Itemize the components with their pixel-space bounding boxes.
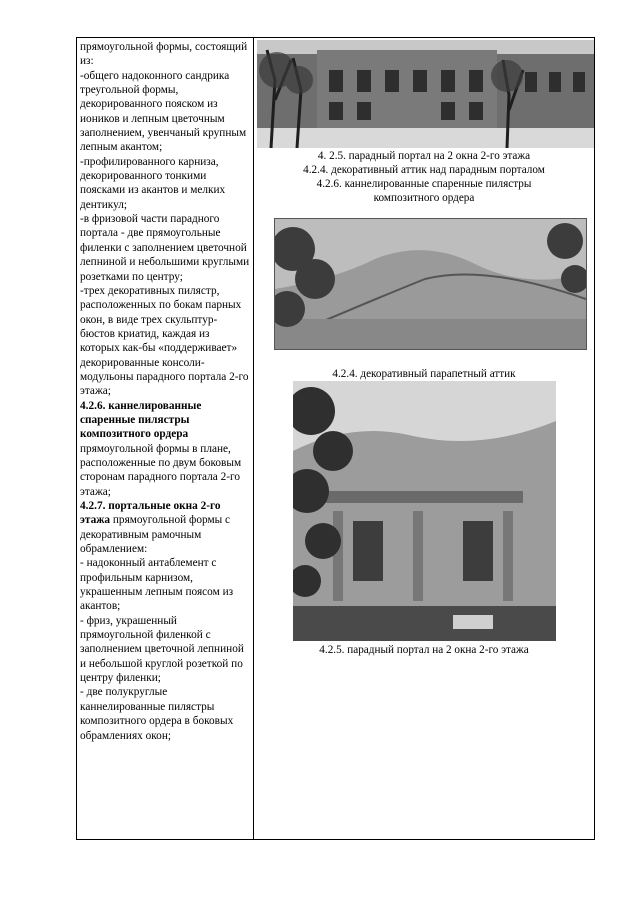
heading-426: 4.2.6. каннелированные спаренные пилястры композитного ордера [80, 399, 202, 441]
paragraph-sandrik: -общего надоконного сандрика треугольной формы, декорированного пояском из иоников и лепным цветочным заполнением, увенчаный крупным лепным акантом; [80, 69, 247, 154]
facade-photo [257, 40, 594, 148]
paragraph-frieze: -в фризовой части парадного портала - две прямоугольные филенки с заполнением цветочной лепниной и небольшими круглыми розетками по центру; [80, 213, 250, 283]
left-text-column [80, 40, 252, 743]
paragraph-cornice: -профилированного карниза, декорированного тонкими поясками из акантов и мелких дентикул; [80, 155, 226, 211]
paragraph-window-pilasters: - две полукруглые каннелированные пилястры композитного ордера в боковых обрамлениях окон; [80, 686, 234, 742]
caption-portal-2: 4.2.5. парадный портал на 2 окна 2-го этажа [319, 644, 529, 656]
portal-photo [293, 381, 556, 641]
caption-attic-1: 4.2.4. декоративный аттик над парадным порталом [303, 164, 545, 176]
paragraph-intro: прямоугольной формы, состоящий из: [80, 41, 248, 68]
caption-portal-1: 4. 2.5. парадный портал на 2 окна 2-го этажа [317, 150, 531, 162]
paragraph-426 [80, 399, 252, 499]
parapet-attic-photo [274, 218, 587, 350]
caption-pilasters-line1: 4.2.6. каннелированные спаренные пилястры [316, 178, 532, 190]
caption-pilasters-line2: композитного ордера [373, 192, 475, 204]
paragraph-427 [80, 499, 252, 556]
text-427: прямоугольной формы с декоративным рамочным обрамлением: [80, 514, 231, 556]
text-426: прямоугольной формы в плане, расположенные по двум боковым сторонам парадного портала 2-го этажа; [80, 442, 242, 498]
paragraph-frieze-panel: - фриз, украшенный прямоугольной филенкой с заполнением цветочной лепниной и небольшой круглой розеткой по центру филенки; [80, 614, 244, 685]
heading-427: 4.2.7. портальные окна 2-го этажа [80, 500, 221, 527]
caption-parapet-attic: 4.2.4. декоративный парапетный аттик [332, 368, 516, 380]
paragraph-entablature: - надоконный антаблемент с профильным карнизом, украшенным лепным поясом из акантов; [80, 557, 234, 613]
paragraph-pilasters-busts: -трех декоративных пилястр, расположенных по бокам парных окон, в виде трех скульптур-бюстов криатид, каждая из которых как-бы «поддерживает» декорированные консоли-модульоны парадного портала 2-го этажа; [80, 284, 249, 398]
